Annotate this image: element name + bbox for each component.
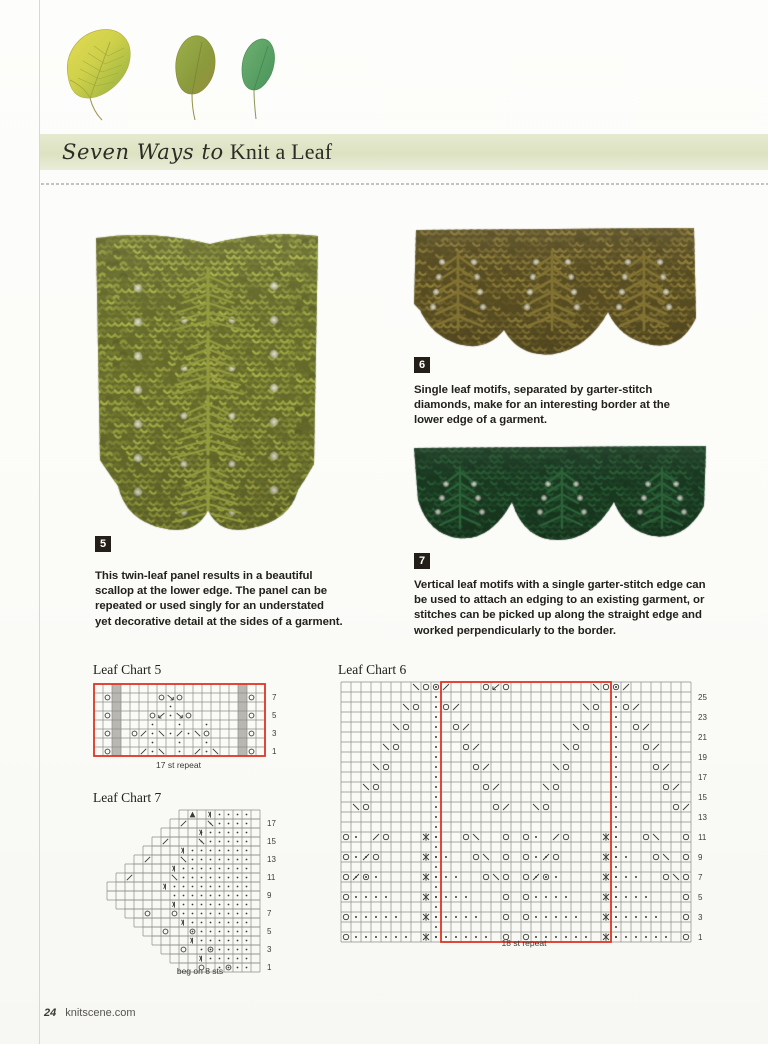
footer <box>44 1007 136 1019</box>
svg-text:17: 17 <box>267 819 276 829</box>
leaf-chart-7 <box>105 808 314 974</box>
figure-caption-6: Single leaf motifs, separated by garter-stitch diamonds, make for an interesting border at the lower edge of a garment. <box>414 384 670 427</box>
figure-caption-7: Vertical leaf motifs with a single garter-stitch edge can be used to attach an edging to an existing garment, or stitches can be picked up along the straight edge and worked perpendicularly to the border. <box>414 579 706 637</box>
svg-text:17: 17 <box>698 772 707 782</box>
chart-title-5: Leaf Chart 5 <box>93 662 162 677</box>
svg-text:9: 9 <box>698 852 703 862</box>
leaf-chart-5 <box>93 683 286 757</box>
figure-number-6: 6 <box>414 357 430 373</box>
leaf-small-icon <box>242 39 275 119</box>
svg-text:13: 13 <box>267 855 276 865</box>
chart-note-7: beg on 8 sts <box>176 966 224 976</box>
leaf-chart-6 <box>340 681 712 943</box>
svg-text:23: 23 <box>698 712 707 722</box>
svg-text:5: 5 <box>272 711 277 721</box>
svg-text:11: 11 <box>698 832 707 842</box>
leaf-medium-icon <box>176 36 215 120</box>
svg-text:7: 7 <box>698 872 703 882</box>
svg-text:5: 5 <box>698 892 703 902</box>
swatch-photo-6 <box>412 226 700 368</box>
svg-text:7: 7 <box>267 909 272 919</box>
svg-text:1: 1 <box>698 932 703 942</box>
page-number: 24 <box>44 1007 57 1019</box>
chart-title-7: Leaf Chart 7 <box>93 790 162 805</box>
svg-text:25: 25 <box>698 692 707 702</box>
page-title-serif: Knit a Leaf <box>229 139 333 164</box>
svg-text:13: 13 <box>698 812 707 822</box>
svg-text:1: 1 <box>272 747 277 757</box>
svg-text:1: 1 <box>267 963 272 973</box>
figure-caption-5: This twin-leaf panel results in a beautiful scallop at the lower edge. The panel can be repeated or used singly for an understated yet decorative detail at the sides of a garment. <box>95 570 343 628</box>
page-title <box>62 139 332 165</box>
svg-text:19: 19 <box>698 752 707 762</box>
svg-text:11: 11 <box>267 873 276 883</box>
svg-text:3: 3 <box>267 945 272 955</box>
chart-note-6: 18 st repeat <box>501 938 547 948</box>
page-title-script: Seven Ways to <box>62 140 224 164</box>
leaf-illustrations <box>56 24 316 136</box>
svg-text:15: 15 <box>698 792 707 802</box>
svg-text:5: 5 <box>267 927 272 937</box>
chart-note-5: 17 st repeat <box>156 760 201 770</box>
swatch-photo-5 <box>92 228 322 540</box>
leaf-large-icon <box>67 30 130 120</box>
svg-text:3: 3 <box>272 729 277 739</box>
swatch-photo-7 <box>412 444 710 544</box>
dotted-divider <box>40 183 768 185</box>
site-url: knitscene.com <box>65 1007 136 1019</box>
svg-text:9: 9 <box>267 891 272 901</box>
svg-text:15: 15 <box>267 837 276 847</box>
svg-text:7: 7 <box>272 693 277 703</box>
svg-text:3: 3 <box>698 912 703 922</box>
figure-number-7: 7 <box>414 553 430 569</box>
svg-text:21: 21 <box>698 732 707 742</box>
chart-title-6: Leaf Chart 6 <box>338 662 407 677</box>
figure-number-5: 5 <box>95 536 111 552</box>
